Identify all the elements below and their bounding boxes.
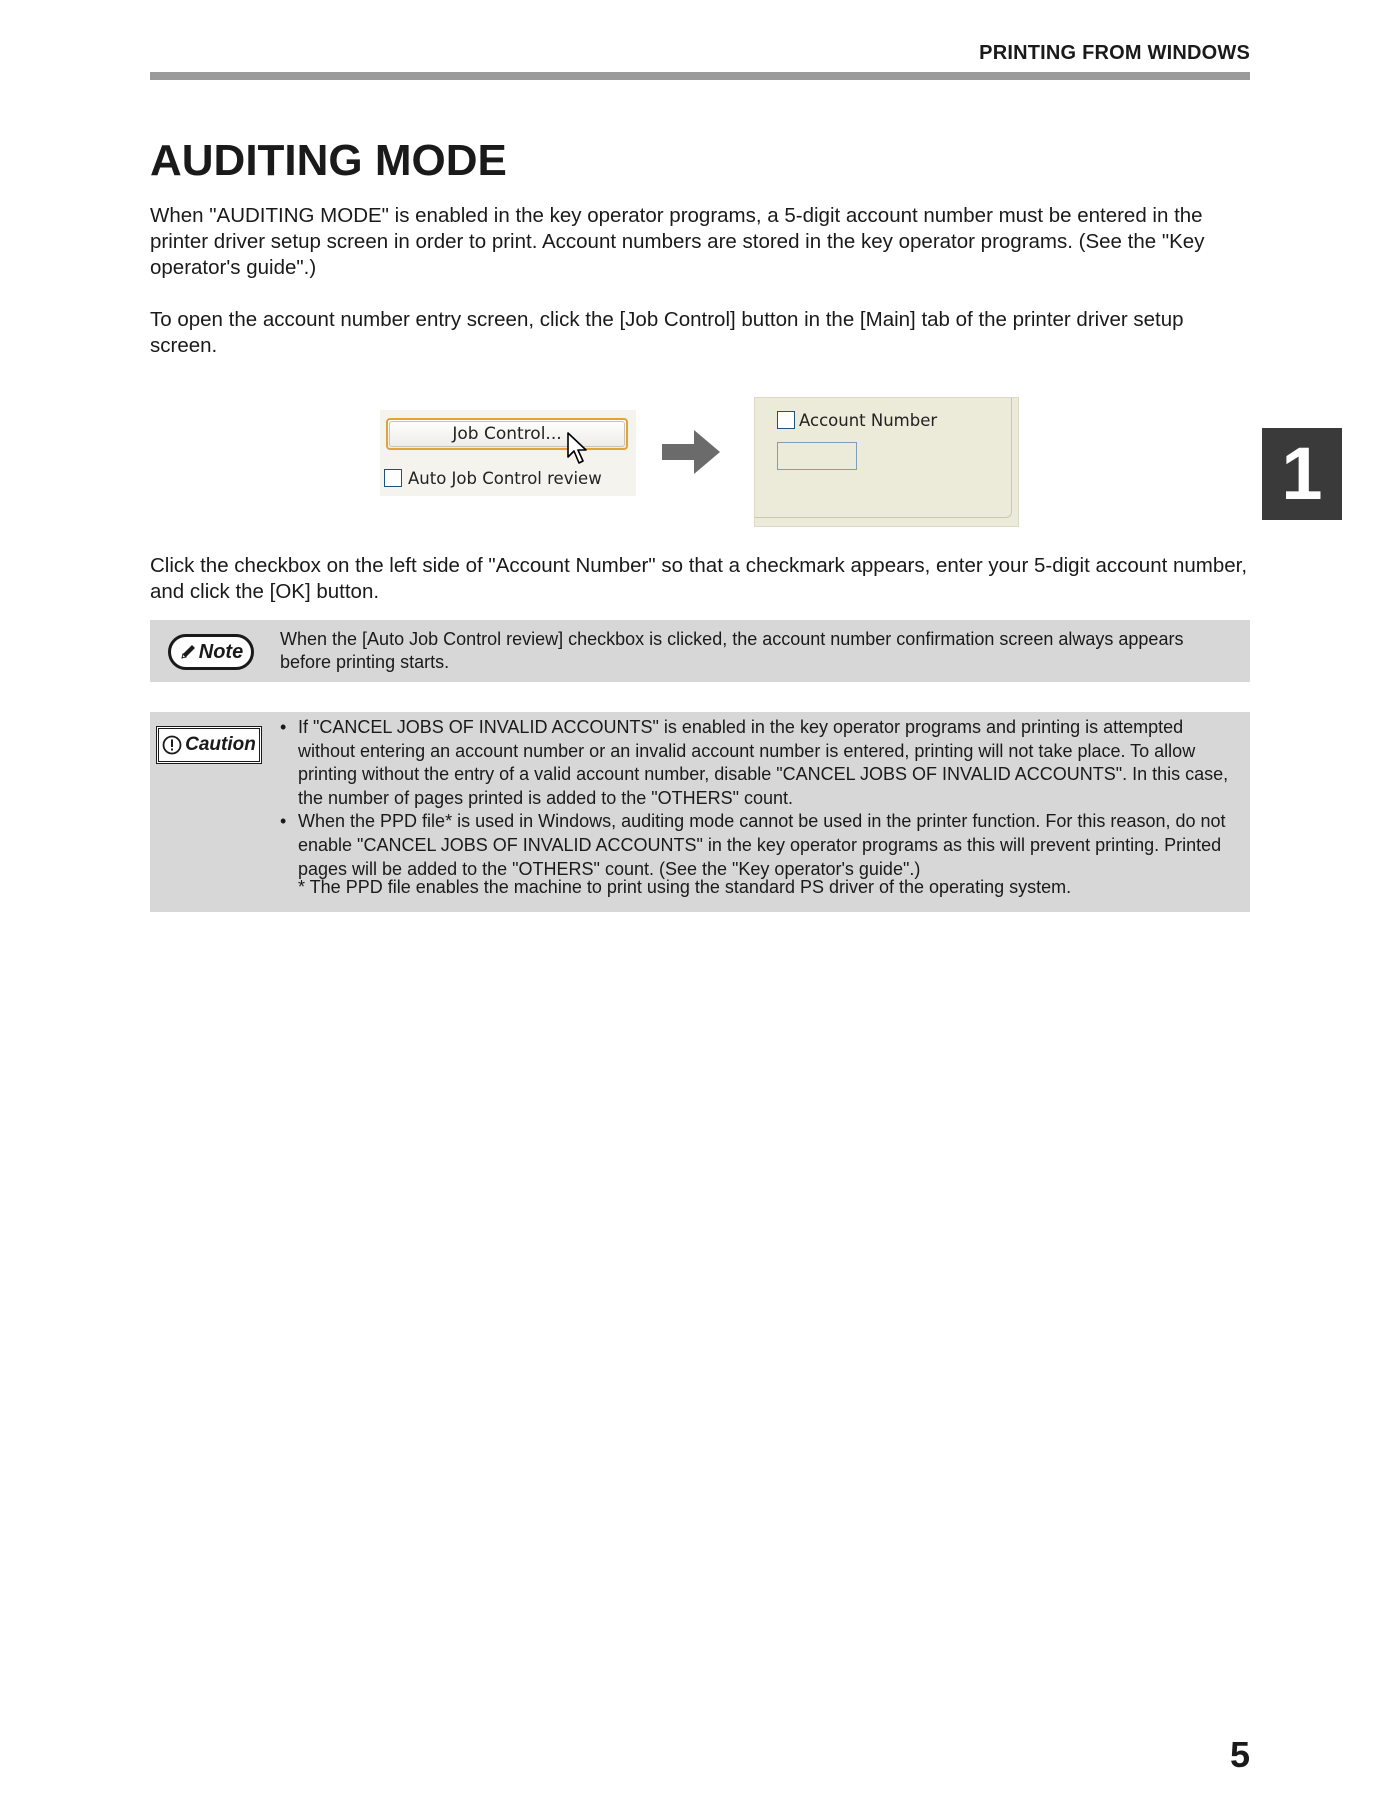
page-title: AUDITING MODE [150, 136, 507, 185]
account-number-panel [754, 397, 1019, 527]
note-label: Note [198, 640, 244, 663]
list-item [278, 716, 1238, 810]
caution-box [150, 712, 1250, 912]
auto-job-control-checkbox[interactable] [384, 469, 402, 487]
auto-job-control-label: Auto Job Control review [408, 468, 602, 488]
mouse-cursor-icon [566, 432, 590, 466]
right-arrow-icon [662, 430, 720, 474]
intro-paragraph: When "AUDITING MODE" is enabled in the key operator programs, a 5-digit account number must be entered in the printer driver setup screen in order to print. Account numbers are stored in the key operator programs. (See the "Key operator's guide".) [150, 204, 1205, 279]
account-number-checkbox[interactable] [777, 411, 795, 429]
checkbox-instruction-paragraph: Click the checkbox on the left side of "Account Number" so that a checkmark appears, enter your 5-digit account number, and click the [OK] button. [150, 554, 1248, 603]
caution-list [278, 716, 1238, 881]
list-item [278, 810, 1238, 881]
exclamation-icon [162, 735, 182, 755]
account-number-label: Account Number [799, 410, 938, 430]
open-screen-paragraph: To open the account number entry screen, click the [Job Control] button in the [Main] tab of the printer driver setup screen. [150, 308, 1184, 357]
bullet: • [280, 811, 287, 832]
job-control-button[interactable] [386, 418, 628, 450]
page-number: 5 [1229, 1734, 1250, 1775]
running-header: PRINTING FROM WINDOWS [979, 42, 1250, 64]
header-rule [150, 72, 1250, 80]
note-badge [168, 634, 254, 670]
bullet: • [280, 717, 287, 737]
note-text: When the [Auto Job Control review] checkbox is clicked, the account number confirmation screen always appears before printing starts. [280, 629, 1184, 672]
note-box [150, 620, 1250, 682]
auto-job-control-row[interactable] [384, 466, 602, 490]
account-number-row[interactable] [777, 408, 937, 432]
ppd-footnote: * The PPD file enables the machine to print using the standard PS driver of the operating system. [298, 877, 1072, 897]
caution-badge [156, 726, 262, 764]
account-number-input[interactable] [777, 442, 857, 470]
job-control-label: Job Control... [452, 424, 562, 444]
job-control-panel [380, 410, 636, 496]
caution-label: Caution [185, 734, 256, 755]
caution-item-text: If "CANCEL JOBS OF INVALID ACCOUNTS" is enabled in the key operator programs and printing is attempted without entering an account number or an invalid account number is entered, printing will not take place. To allow printing without the entry of a valid account number, disable "CANCEL JOBS OF INVALID ACCOUNTS". In this case, the number of pages printed is added to the "OTHERS" count. [298, 717, 1229, 808]
pencil-icon [179, 643, 197, 661]
caution-item-text: When the PPD file* is used in Windows, auditing mode cannot be used in the printer function. For this reason, do not enable "CANCEL JOBS OF INVALID ACCOUNTS" in the key operator programs as this will prevent printing. Printed pages will be added to the "OTHERS" count. (See the "Key operator's guide".) [298, 811, 1226, 879]
chapter-tab: 1 [1262, 428, 1342, 520]
